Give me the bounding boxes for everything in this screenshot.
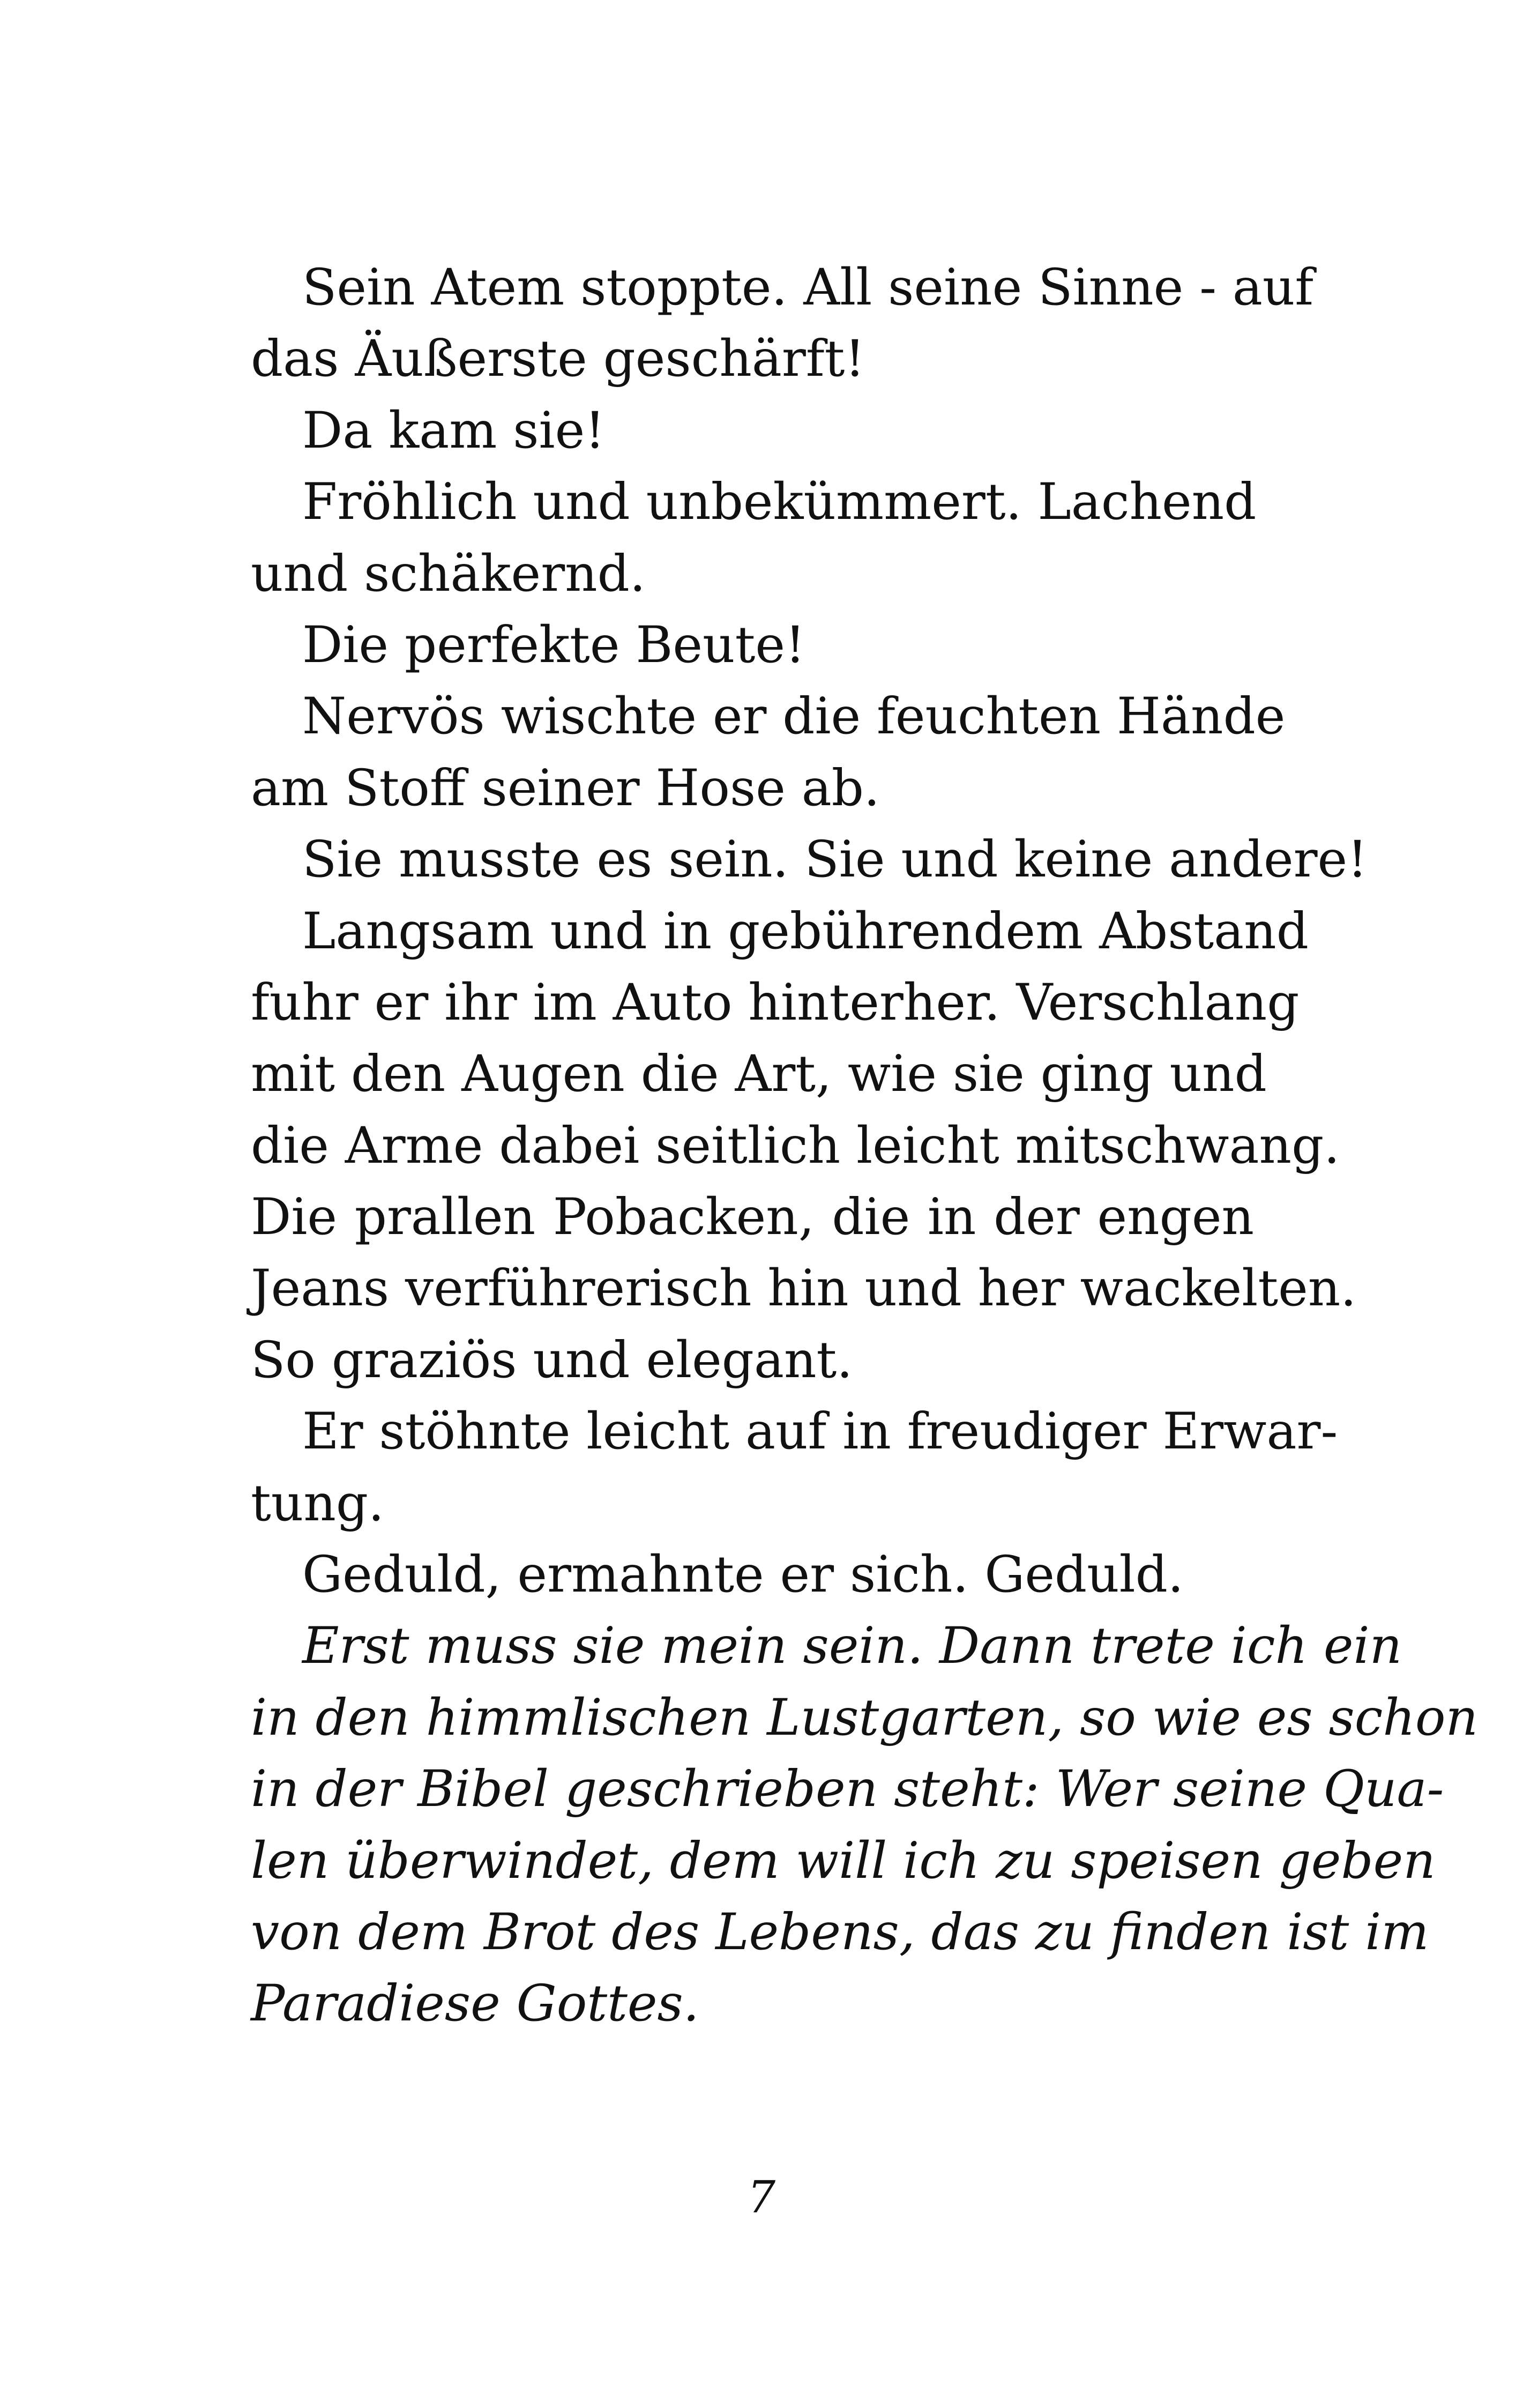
text-line: So graziös und elegant.: [251, 1331, 853, 1389]
text-line: Sein Atem stoppte. All seine Sinne - auf: [302, 258, 1314, 317]
text-line: das Äußerste geschärft!: [251, 330, 865, 389]
text-line: fuhr er ihr im Auto hinterher. Verschlang: [251, 973, 1300, 1032]
text-line: tung.: [251, 1474, 384, 1533]
text-line: und schäkernd.: [251, 544, 646, 603]
text-line: Fröhlich und unbekümmert. Lachend: [302, 473, 1257, 532]
text-line: Er stöhnte leicht auf in freudiger Erwar-: [302, 1402, 1338, 1461]
page-number: 7: [747, 2172, 776, 2223]
text-line: die Arme dabei seitlich leicht mitschwang.: [251, 1116, 1340, 1175]
italic-text-line: len überwindet, dem will ich zu speisen geben: [251, 1831, 1436, 1890]
italic-text-line: in den himmlischen Lustgarten, so wie es schon: [251, 1688, 1479, 1747]
italic-text-line: von dem Brot des Lebens, das zu finden ist im: [251, 1902, 1429, 1961]
text-line: Sie musste es sein. Sie und keine andere!: [302, 830, 1368, 889]
text-line: mit den Augen die Art, wie sie ging und: [251, 1045, 1267, 1104]
text-line: am Stoff seiner Hose ab.: [251, 759, 880, 817]
text-line: Da kam sie!: [302, 401, 606, 460]
italic-text-line: in der Bibel geschrieben steht: Wer seine Qua-: [251, 1760, 1444, 1819]
text-line: Die perfekte Beute!: [302, 615, 805, 674]
text-line: Geduld, ermahnte er sich. Geduld.: [302, 1545, 1184, 1604]
text-line: Die prallen Pobacken, die in der engen: [251, 1188, 1254, 1247]
body-text: [251, 252, 1479, 2040]
text-line: Jeans verführerisch hin und her wackelten.: [251, 1259, 1357, 1318]
italic-text-line: Erst muss sie mein sein. Dann trete ich ein: [302, 1617, 1402, 1676]
text-line: Langsam und in gebührendem Abstand: [302, 902, 1309, 961]
text-line: Nervös wischte er die feuchten Hände: [302, 687, 1286, 746]
italic-text-line: Paradiese Gottes.: [251, 1974, 699, 2033]
